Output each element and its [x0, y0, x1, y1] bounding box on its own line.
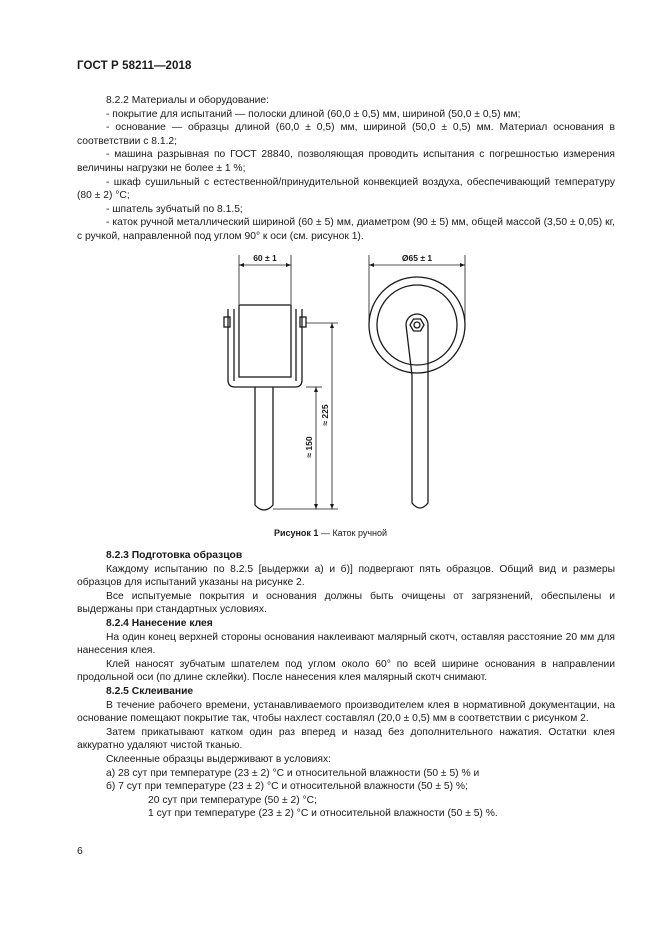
document-header: ГОСТ Р 58211—2018 — [77, 60, 192, 72]
axle-nut — [410, 319, 424, 331]
paragraph: Затем прикатывают катком один раз вперед и назад без дополнительного нажатия. Остатки клея аккуратно удаляют чистой тканью. — [77, 726, 615, 752]
section-8-2-2 — [77, 94, 615, 244]
figure-caption-text: — Каток ручной — [318, 528, 388, 538]
roller-front-wheel — [369, 277, 465, 373]
list-item: - каток ручной металлический шириной (60 ± 5) мм, диаметром (90 ± 5) мм, общей массой (3,50 ± 0,05) кг, с ручкой, направленной под углом 90° к оси (см. рисунок 1). — [77, 217, 615, 242]
dim-handle-label: ≈ 150 — [304, 436, 314, 458]
condition-item: 1 сут при температуре (23 ± 2) °С и относительной влажности (50 ± 5) %. — [148, 808, 498, 820]
page-number: 6 — [77, 846, 83, 857]
paragraph: На один конец верхней стороны основания наклеивают малярный скотч, оставляя расстояние 20 мм для нанесения клея. — [77, 631, 615, 657]
paragraph: Склеенные образцы выдерживают в условиях: — [106, 753, 332, 765]
figure-caption — [0, 528, 661, 538]
dim-width-label: 60 ± 1 — [253, 253, 277, 263]
condition-item: 20 сут при температуре (50 ± 2) °С; — [148, 794, 317, 806]
section-8-2-2-title: 8.2.2 Материалы и оборудование: — [106, 95, 269, 106]
roller-drawing — [210, 247, 490, 517]
section-8-2-5-title: 8.2.5 Склеивание — [106, 685, 194, 697]
roller-side-wheel — [239, 305, 291, 377]
list-item: - шпатель зубчатый по 8.1.5; — [106, 203, 243, 215]
paragraph: Все испытуемые покрытия и основания должны быть очищены от загрязнений, обеспылены и выдержаны при стандартных условиях. — [77, 590, 615, 616]
list-item: - машина разрывная по ГОСТ 28840, позволяющая проводить испытания с погрешностью измерения величины нагрузки не более ± 1 %; — [77, 149, 615, 174]
list-item: - покрытие для испытаний — полоски длиной (60,0 ± 0,5) мм, шириной (50,0 ± 0,5) мм; — [106, 108, 521, 120]
condition-item: а) 28 сут при температуре (23 ± 2) °С и относительной влажности (50 ± 5) % и — [106, 767, 480, 779]
dim-diameter-label: Ø65 ± 1 — [401, 253, 433, 263]
section-8-2-4-title: 8.2.4 Нанесение клея — [106, 617, 213, 629]
condition-item: б) 7 сут при температуре (23 ± 2) °С и относительной влажности (50 ± 5) %; — [106, 781, 468, 793]
section-8-2-3-title: 8.2.3 Подготовка образцов — [106, 550, 243, 561]
list-item: - основание — образцы длиной (60,0 ± 0,5) мм, шириной (50,0 ± 0,5) мм. Материал основания в соответствии с 8.1.2; — [77, 122, 615, 147]
list-item: - шкаф сушильный с естественной/принудительной конвекцией воздуха, обеспечивающий температуру (80 ± 2) °С; — [77, 176, 615, 202]
paragraph: В течение рабочего времени, устанавливаемого производителем клея в нормативной документации, на основание помещают покрытие так, чтобы нахлест составлял (20,0 ± 0,5) мм в соответствии с рисунком 2. — [77, 699, 615, 725]
dim-total-label: ≈ 225 — [320, 404, 330, 426]
figure-caption-label: Рисунок 1 — [273, 528, 319, 538]
paragraph: Клей наносят зубчатым шпателем под углом около 60° по всей ширине основания в направлении продольной оси (по длине склейки). После нанесения клея малярный скотч снимают. — [77, 658, 615, 684]
roller-front-handle — [406, 325, 428, 508]
sections-8-2-3-to-8-2-5 — [77, 549, 615, 821]
figure-1-hand-roller — [210, 247, 490, 517]
roller-side-handle — [255, 387, 273, 510]
paragraph: Каждому испытанию по 8.2.5 [выдержки а) и б)] подвергают пять образцов. Общий вид и размеры образцов для испытаний указаны на рисунке 2. — [77, 563, 615, 589]
